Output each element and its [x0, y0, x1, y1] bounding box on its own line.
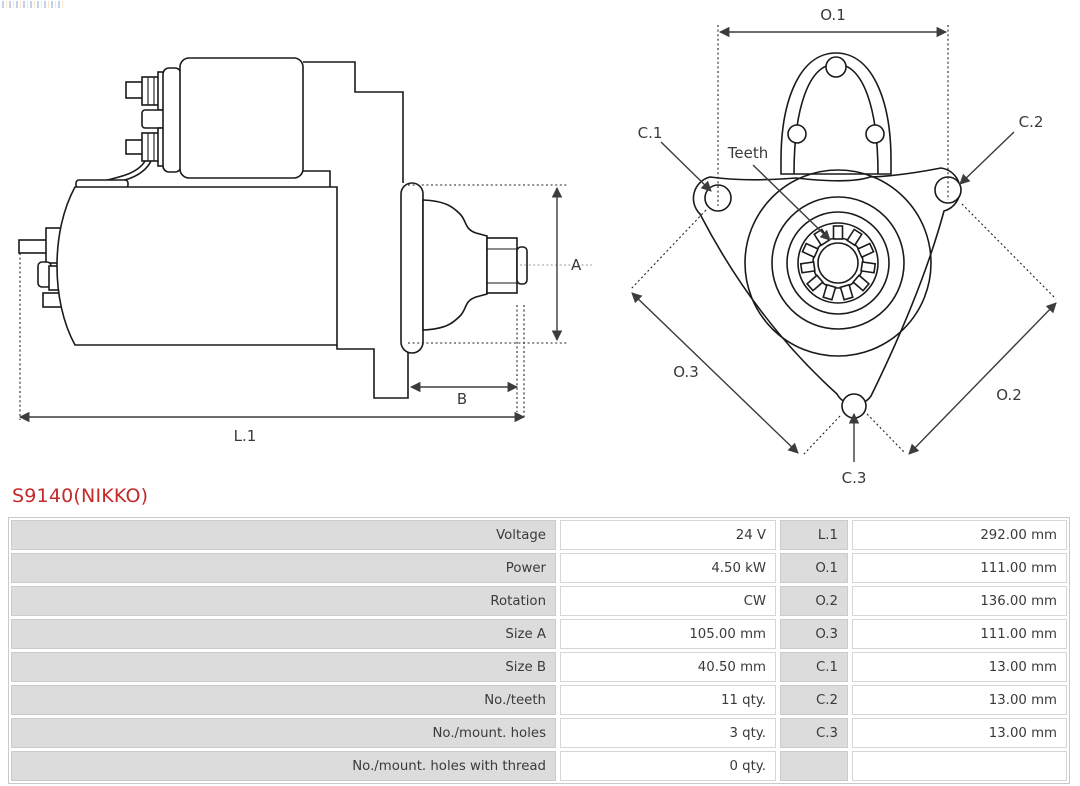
- spec-label: Power: [11, 553, 556, 583]
- spec-dim-label: [780, 751, 848, 781]
- dim-label-c1: C.1: [637, 124, 663, 142]
- arch-hole-left: [788, 125, 806, 143]
- spec-label: No./mount. holes with thread: [11, 751, 556, 781]
- spec-dim-label: L.1: [780, 520, 848, 550]
- dim-label-c2: C.2: [1018, 113, 1044, 131]
- spec-dim-label: C.1: [780, 652, 848, 682]
- spec-dim-label: C.2: [780, 685, 848, 715]
- spec-dim-label: C.3: [780, 718, 848, 748]
- solenoid: [163, 58, 303, 178]
- spec-dim-label: O.2: [780, 586, 848, 616]
- dim-label-teeth: Teeth: [727, 144, 769, 162]
- mount-hole-c2: [935, 177, 961, 203]
- dim-label-c3: C.3: [841, 469, 867, 485]
- arch-hole-top: [826, 57, 846, 77]
- spec-value: 24 V: [560, 520, 776, 550]
- callout-c3: [842, 414, 867, 485]
- front-view-drawing: [630, 6, 1056, 485]
- dim-label-l1: L.1: [233, 427, 257, 445]
- arch-hole-right: [866, 125, 884, 143]
- dim-label-b: B: [456, 390, 468, 408]
- spec-label: Rotation: [11, 586, 556, 616]
- drive-end-bell: [423, 200, 487, 330]
- spec-table: [8, 517, 1070, 784]
- spec-dim-value: 13.00 mm: [852, 652, 1067, 682]
- dim-label-o2: O.2: [996, 386, 1022, 404]
- dim-label-a: A: [571, 256, 582, 274]
- spec-dim-value: 111.00 mm: [852, 619, 1067, 649]
- spec-value: 11 qty.: [560, 685, 776, 715]
- spec-dim-value: 136.00 mm: [852, 586, 1067, 616]
- spec-value: 105.00 mm: [560, 619, 776, 649]
- dim-label-o3: O.3: [673, 363, 699, 381]
- motor-body: [57, 187, 337, 345]
- spec-value: 40.50 mm: [560, 652, 776, 682]
- spec-label: No./teeth: [11, 685, 556, 715]
- callout-c2: [960, 113, 1043, 184]
- side-view-drawing: [19, 58, 592, 445]
- spec-dim-value: [852, 751, 1067, 781]
- spec-dim-value: 13.00 mm: [852, 718, 1067, 748]
- spec-label: Size B: [11, 652, 556, 682]
- spec-value: 4.50 kW: [560, 553, 776, 583]
- spec-label: Voltage: [11, 520, 556, 550]
- flange-face: [401, 183, 423, 353]
- spec-dim-value: 13.00 mm: [852, 685, 1067, 715]
- spec-dim-label: O.1: [780, 553, 848, 583]
- spec-label: Size A: [11, 619, 556, 649]
- spec-value: CW: [560, 586, 776, 616]
- spec-dim-label: O.3: [780, 619, 848, 649]
- spec-value: 3 qty.: [560, 718, 776, 748]
- top-arch: [781, 53, 891, 174]
- spec-value: 0 qty.: [560, 751, 776, 781]
- spec-label: No./mount. holes: [11, 718, 556, 748]
- dim-label-o1: O.1: [820, 6, 846, 24]
- page-title: S9140(NIKKO): [12, 485, 149, 507]
- callout-c1: [638, 124, 711, 191]
- spec-dim-value: 292.00 mm: [852, 520, 1067, 550]
- spec-dim-value: 111.00 mm: [852, 553, 1067, 583]
